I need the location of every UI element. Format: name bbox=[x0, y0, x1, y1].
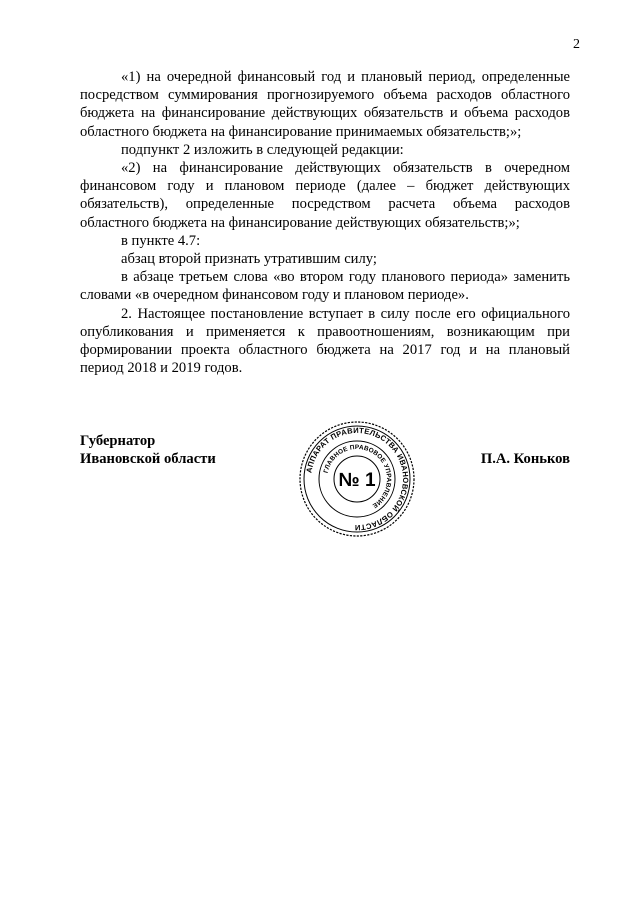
stamp-ring-text: АППАРАТ ПРАВИТЕЛЬСТВА ИВАНОВСКОЙ ОБЛАСТИ bbox=[304, 425, 411, 533]
signatory-title bbox=[80, 432, 216, 468]
stamp-number: № 1 bbox=[338, 470, 376, 491]
signatory-title-line2: Ивановской области bbox=[80, 451, 216, 468]
paragraph-subitem-2-intro: подпункт 2 изложить в следующей редакции: bbox=[121, 141, 404, 158]
signatory-name: П.А. Коньков bbox=[480, 451, 570, 467]
signatory-title-line1: Губернатор bbox=[80, 433, 156, 449]
official-stamp bbox=[298, 420, 416, 538]
paragraph-entry-into-force: 2. Настоящее постановление вступает в силу после его официального опубликования и применяется к правоотношениям, возникающим при формировании проекта областного бюджета на 2017 год и на плановый период 2018 и 2019 годов. bbox=[80, 305, 570, 377]
paragraph-invalidate-second: абзац второй признать утратившим силу; bbox=[121, 251, 377, 268]
page-number: 2 bbox=[573, 37, 580, 52]
paragraph-item-4-7: в пункте 4.7: bbox=[121, 232, 201, 249]
paragraph-budget-period: «1) на очередной финансовый год и плановый период, определенные посредством суммирования прогнозируемого объема расходов областного бюджета на финансирование действующих обязательств и объема расходов областного бюджета на финансирование принимаемых обязательств;»; bbox=[80, 69, 570, 140]
paragraph-current-obligations: «2) на финансирование действующих обязательств в очередном финансовом году и плановом периоде (далее – бюджет действующих обязательств), определенные посредством расчета объема расходов областного бюджета на финансирование действующих обязательств;»; bbox=[80, 160, 570, 231]
paragraph-third-replace: в абзаце третьем слова «во втором году планового периода» заменить словами «в очередном финансовом году и плановом периоде». bbox=[80, 269, 570, 304]
stamp-inner-text: ГЛАВНОЕ ПРАВОВОЕ УПРАВЛЕНИЕ bbox=[322, 443, 393, 510]
document-body bbox=[80, 68, 570, 377]
